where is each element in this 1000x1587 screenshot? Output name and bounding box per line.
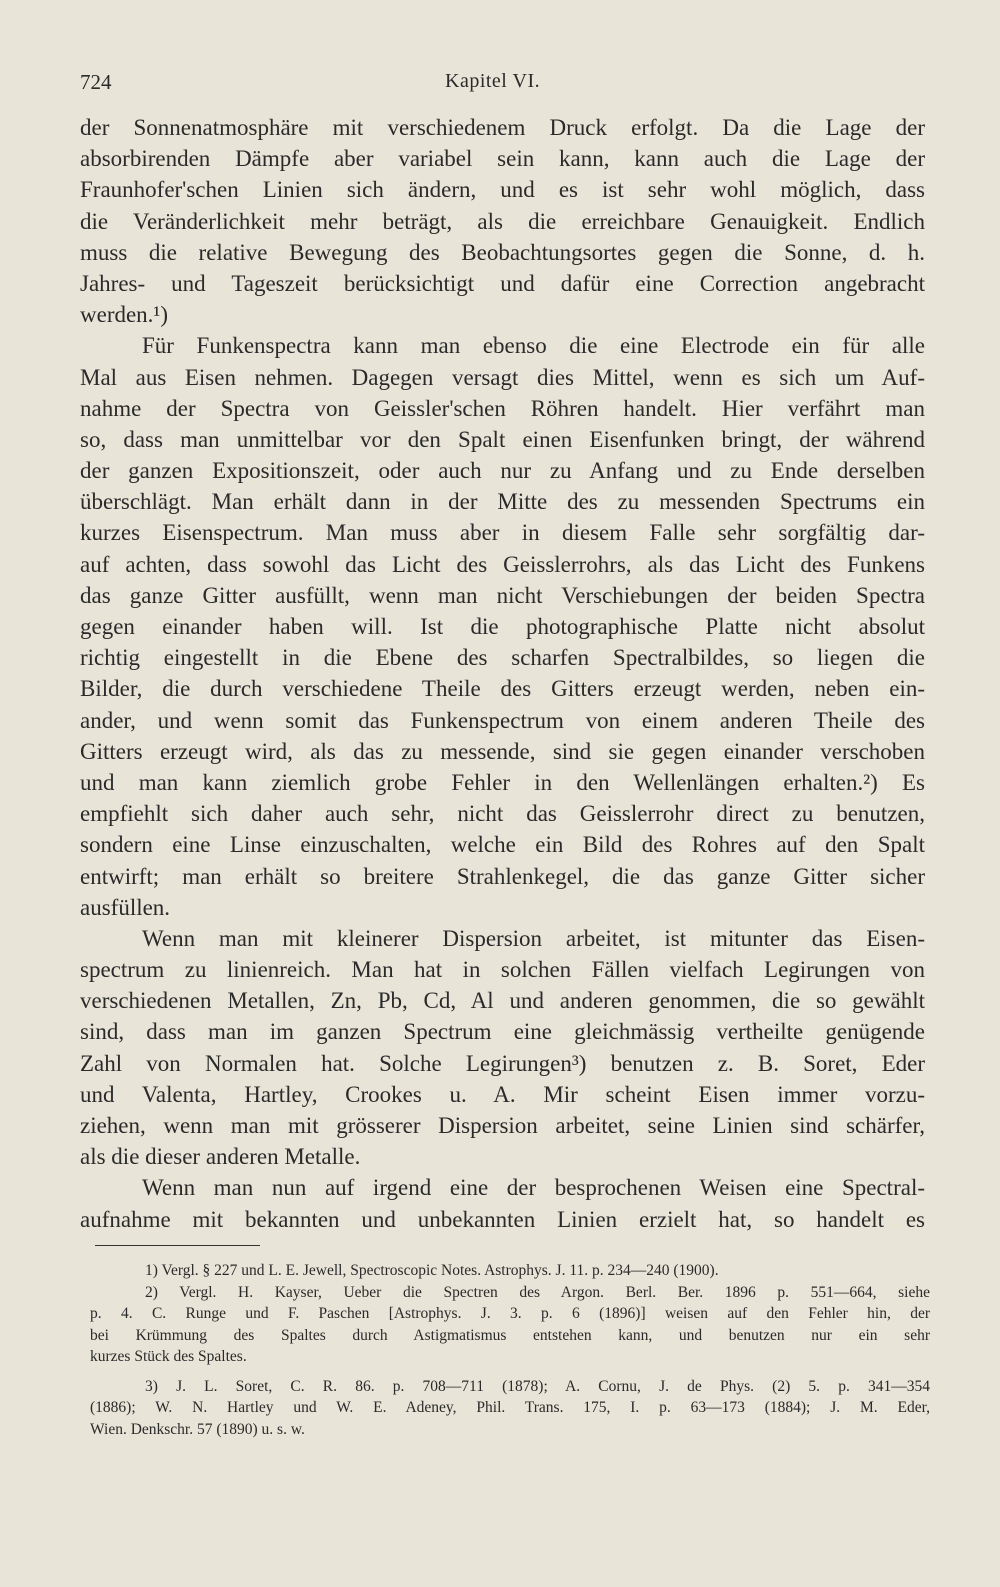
text-line: kurzes Eisenspectrum. Man muss aber in diesem Falle sehr sorgfältig dar- [80,520,925,546]
text-line: werden.¹) [80,302,168,328]
text-line: Mal aus Eisen nehmen. Dagegen versagt dies Mittel, wenn es sich um Auf- [80,364,925,390]
text-line: aufnahme mit bekannten und unbekannten Linien erzielt hat, so handelt es [80,1206,925,1232]
text-line: Fraunhofer'schen Linien sich ändern, und es ist sehr wohl möglich, dass [80,177,925,203]
text-line: sind, dass man im ganzen Spectrum eine gleichmässig vertheilte genügende [80,1019,925,1045]
text-line: das ganze Gitter ausfüllt, wenn man nicht Verschiebungen der beiden Spectra [80,582,925,608]
text-line: ander, und wenn somit das Funkenspectrum von einem anderen Theile des [80,707,925,733]
text-line: als die dieser anderen Metalle. [80,1144,361,1170]
running-head: Kapitel VI. [445,70,541,92]
text-line: gegen einander haben will. Ist die photographische Platte nicht absolut [80,614,925,639]
footnote-line: bei Krümmung des Spaltes durch Astigmatismus entstehen kann, und benutzen nur ein sehr [90,1326,930,1344]
text-line: der Sonnenatmosphäre mit verschiedenem Druck erfolgt. Da die Lage der [80,115,925,140]
text-line: auf achten, dass sowohl das Licht des Geisslerrohrs, als das Licht des Funkens [80,551,925,577]
footnote-1: 1) Vergl. § 227 und L. E. Jewell, Spectroscopic Notes. Astrophys. J. 11. p. 234—240 (1900). [145,1262,719,1279]
footnote-separator [95,1245,260,1246]
text-line: muss die relative Bewegung des Beobachtungsortes gegen die Sonne, d. h. [80,239,925,265]
page-header [80,70,920,100]
footnote-line: p. 4. C. Runge und F. Paschen [Astrophys. J. 3. p. 6 (1896)] weisen auf den Fehler hin, der [90,1305,930,1322]
paragraph-start: Wenn man mit kleinerer Dispersion arbeitet, ist mitunter das Eisen- [142,925,925,951]
text-line: so, dass man unmittelbar vor den Spalt einen Eisenfunken bringt, der während [80,426,925,452]
text-line: der ganzen Expositionszeit, oder auch nur zu Anfang und zu Ende derselben [80,458,925,484]
text-line: empfiehlt sich daher auch sehr, nicht das Geisslerrohr direct zu benutzen, [80,801,925,827]
body-text [80,112,925,1235]
text-line: ausfüllen. [80,894,171,920]
text-line: die Veränderlichkeit mehr beträgt, als die erreichbare Genauigkeit. Endlich [80,208,925,234]
paragraph-start: Für Funkenspectra kann man ebenso die eine Electrode ein für alle [142,333,925,359]
text-line: absorbirenden Dämpfe aber variabel sein kann, kann auch die Lage der [80,146,925,172]
text-line: Bilder, die durch verschiedene Theile des Gitters erzeugt werden, neben ein- [80,676,925,702]
text-line: entwirft; man erhält so breitere Strahlenkegel, die das ganze Gitter sicher [80,863,925,889]
text-line: und Valenta, Hartley, Crookes u. A. Mir scheint Eisen immer vorzu- [80,1081,925,1107]
text-line: richtig eingestellt in die Ebene des scharfen Spectralbildes, so liegen die [80,645,925,671]
text-line: ziehen, wenn man mit grösserer Dispersion arbeitet, seine Linien sind schärfer, [80,1113,925,1138]
text-line: spectrum zu linienreich. Man hat in solchen Fällen vielfach Legirungen von [80,957,925,983]
text-line: und man kann ziemlich grobe Fehler in den Wellenlängen erhalten.²) Es [80,769,925,795]
footnote-line: Wien. Denkschr. 57 (1890) u. s. w. [90,1420,305,1438]
text-line: Zahl von Normalen hat. Solche Legirungen³) benutzen z. B. Soret, Eder [80,1050,925,1076]
page-number: 724 [80,70,112,94]
text-line: Jahres- und Tageszeit berücksichtigt und dafür eine Correction angebracht [80,270,925,296]
text-line: verschiedenen Metallen, Zn, Pb, Cd, Al und anderen genommen, die so gewählt [80,988,925,1014]
paragraph-start: Wenn man nun auf irgend eine der besprochenen Weisen eine Spectral- [142,1175,925,1201]
text-line: sondern eine Linse einzuschalten, welche ein Bild des Rohres auf den Spalt [80,832,925,858]
text-line: überschlägt. Man erhält dann in der Mitte des zu messenden Spectrums ein [80,489,925,515]
footnote-line: (1886); W. N. Hartley und W. E. Adeney, Phil. Trans. 175, I. p. 63—173 (1884); J. M. Eder, [90,1399,930,1416]
text-line: Gitters erzeugt wird, als das zu messende, sind sie gegen einander verschoben [80,738,925,764]
text-line: nahme der Spectra von Geissler'schen Röhren handelt. Hier verfährt man [80,395,925,421]
footnote-3: 3) J. L. Soret, C. R. 86. p. 708—711 (1878); A. Cornu, J. de Phys. (2) 5. p. 341—354 [145,1377,930,1395]
footnote-2: 2) Vergl. H. Kayser, Ueber die Spectren des Argon. Berl. Ber. 1896 p. 551—664, siehe [145,1283,930,1301]
footnotes [90,1260,930,1440]
footnote-line: kurzes Stück des Spaltes. [90,1348,247,1365]
